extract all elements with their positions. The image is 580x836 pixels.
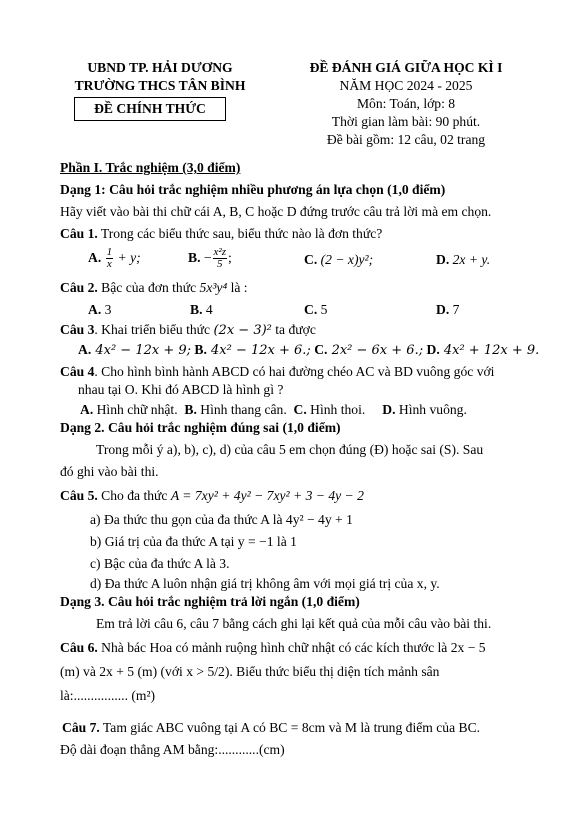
question-label: Câu 4: [60, 364, 95, 379]
question-label: Câu 6.: [60, 640, 98, 655]
option-text: ;: [228, 250, 232, 265]
math-expression: 5x³y⁴: [199, 280, 228, 295]
option-label: B.: [188, 250, 201, 265]
question-7: [62, 720, 480, 736]
option-label: B.: [194, 342, 207, 357]
q1-option-c: [304, 252, 373, 268]
q3-options: [78, 342, 539, 358]
type2-instruction-line1: Trong mỗi ý a), b), c), d) của câu 5 em chọn đúng (Đ) hoặc sai (S). Sau: [96, 442, 484, 457]
type2-instruction-line2: đó ghi vào bài thi.: [60, 464, 159, 479]
part1-title: Phần I. Trắc nghiệm (3,0 điểm): [60, 160, 241, 175]
page-count: Đề bài gồm: 12 câu, 02 trang: [326, 132, 486, 147]
question-text: Bậc của đơn thức: [97, 280, 200, 295]
question-text: . Khai triển biểu thức: [94, 322, 214, 337]
school-year: NĂM HỌC 2024 - 2025: [339, 78, 473, 93]
q1-option-d: [436, 252, 490, 268]
question-label: Câu 1.: [60, 226, 98, 241]
question-4-line2: nhau tại O. Khi đó ABCD là hình gì ?: [78, 382, 284, 397]
q4-options: A. Hình chữ nhật. B. Hình thang cân. C. Hình thoi. D. Hình vuông.: [80, 402, 467, 417]
option-text: (2 − x)y²;: [320, 252, 374, 267]
fraction: $\frac{1}{x}$: [106, 246, 113, 271]
question-text: Trong các biểu thức sau, biểu thức nào là đơn thức?: [97, 226, 383, 241]
type3-instruction: Em trả lời câu 6, câu 7 bằng cách ghi lại kết quả của mỗi câu vào bài thi.: [96, 616, 492, 631]
option-label: A.: [78, 342, 92, 357]
question-2: [60, 280, 248, 296]
math-expression: A = 7xy² + 4y² − 7xy² + 3 − 4y − 2: [170, 488, 364, 503]
question-1: [60, 226, 382, 242]
fraction: $\frac{\text{x²z}}{5}$: [213, 246, 227, 271]
question-6: [60, 640, 486, 656]
q5-statement-b: b) Giá trị của đa thức A tại y = −1 là 1: [90, 534, 297, 549]
exam-title: ĐỀ ĐÁNH GIÁ GIỮA HỌC KÌ I: [309, 60, 503, 75]
option-label: D.: [436, 252, 450, 267]
q5-statement-c: c) Bậc của đa thức A là 3.: [90, 556, 230, 571]
minus-sign: −: [203, 250, 212, 265]
question-label: Câu 2.: [60, 280, 98, 295]
question-7-line2: Độ dài đoạn thẳng AM bằng:............(cm): [60, 742, 285, 757]
option-text: + y;: [114, 250, 141, 265]
q1-option-b: [188, 246, 232, 270]
question-6-line2: (m) và 2x + 5 (m) (với x > 5/2). Biểu thức biểu thị diện tích mảnh sân: [60, 664, 440, 679]
q2-option-a: A. 3: [88, 302, 112, 317]
option-text: 4x² − 12x + 6.;: [206, 343, 311, 358]
question-label: Câu 5.: [60, 488, 98, 503]
question-text: Tam giác ABC vuông tại A có BC = 8cm và M là trung điểm của BC.: [99, 720, 481, 735]
subject: Môn: Toán, lớp: 8: [356, 96, 456, 111]
authority-name: UBND TP. HẢI DƯƠNG: [87, 60, 233, 75]
question-text: Cho đa thức: [97, 488, 171, 503]
school-name: TRƯỜNG THCS TÂN BÌNH: [74, 78, 246, 93]
q2-option-b: B. 4: [190, 302, 213, 317]
q2-option-c: C. 5: [304, 302, 328, 317]
math-expression: (2x − 3)²: [213, 323, 272, 338]
question-text: là :: [227, 280, 248, 295]
q5-statement-d: d) Đa thức A luôn nhận giá trị không âm với mọi giá trị của x, y.: [90, 576, 440, 591]
question-3: [60, 322, 316, 338]
type1-title: Dạng 1: Câu hỏi trắc nghiệm nhiều phương án lựa chọn (1,0 điểm): [60, 182, 446, 197]
type3-title: Dạng 3. Câu hỏi trắc nghiệm trả lời ngắn (1,0 điểm): [60, 594, 360, 609]
question-text: ta được: [271, 322, 316, 337]
question-label: Câu 3: [60, 322, 95, 337]
option-text: 4x² − 12x + 9;: [91, 343, 192, 358]
question-6-line3: là:................ (m²): [60, 688, 156, 703]
question-text: . Cho hình bình hành ABCD có hai đường chéo AC và BD vuông góc với: [94, 364, 495, 379]
question-label: Câu 7.: [62, 720, 100, 735]
q2-option-d: D. 7: [436, 302, 460, 317]
question-text: Nhà bác Hoa có mảnh ruộng hình chữ nhật có các kích thước là 2x − 5: [97, 640, 486, 655]
option-text: 4x² + 12x + 9.: [439, 343, 540, 358]
q5-statement-a: a) Đa thức thu gọn của đa thức A là 4y² − 4y + 1: [90, 512, 353, 527]
type2-title: Dạng 2. Câu hỏi trắc nghiệm đúng sai (1,0 điểm): [60, 420, 341, 435]
type1-instruction: Hãy viết vào bài thi chữ cái A, B, C hoặc D đứng trước câu trả lời mà em chọn.: [60, 204, 492, 219]
option-text: 2x² − 6x + 6.;: [327, 343, 424, 358]
official-exam-box: ĐỀ CHÍNH THỨC: [74, 97, 226, 121]
time-limit: Thời gian làm bài: 90 phút.: [331, 114, 481, 129]
option-label: D.: [426, 342, 440, 357]
q1-option-a: [88, 246, 141, 270]
option-label: C.: [304, 252, 318, 267]
option-label: C.: [314, 342, 328, 357]
question-4: [60, 364, 494, 380]
question-5: [60, 488, 364, 504]
option-label: A.: [88, 250, 102, 265]
option-text: 2x + y.: [452, 252, 491, 267]
